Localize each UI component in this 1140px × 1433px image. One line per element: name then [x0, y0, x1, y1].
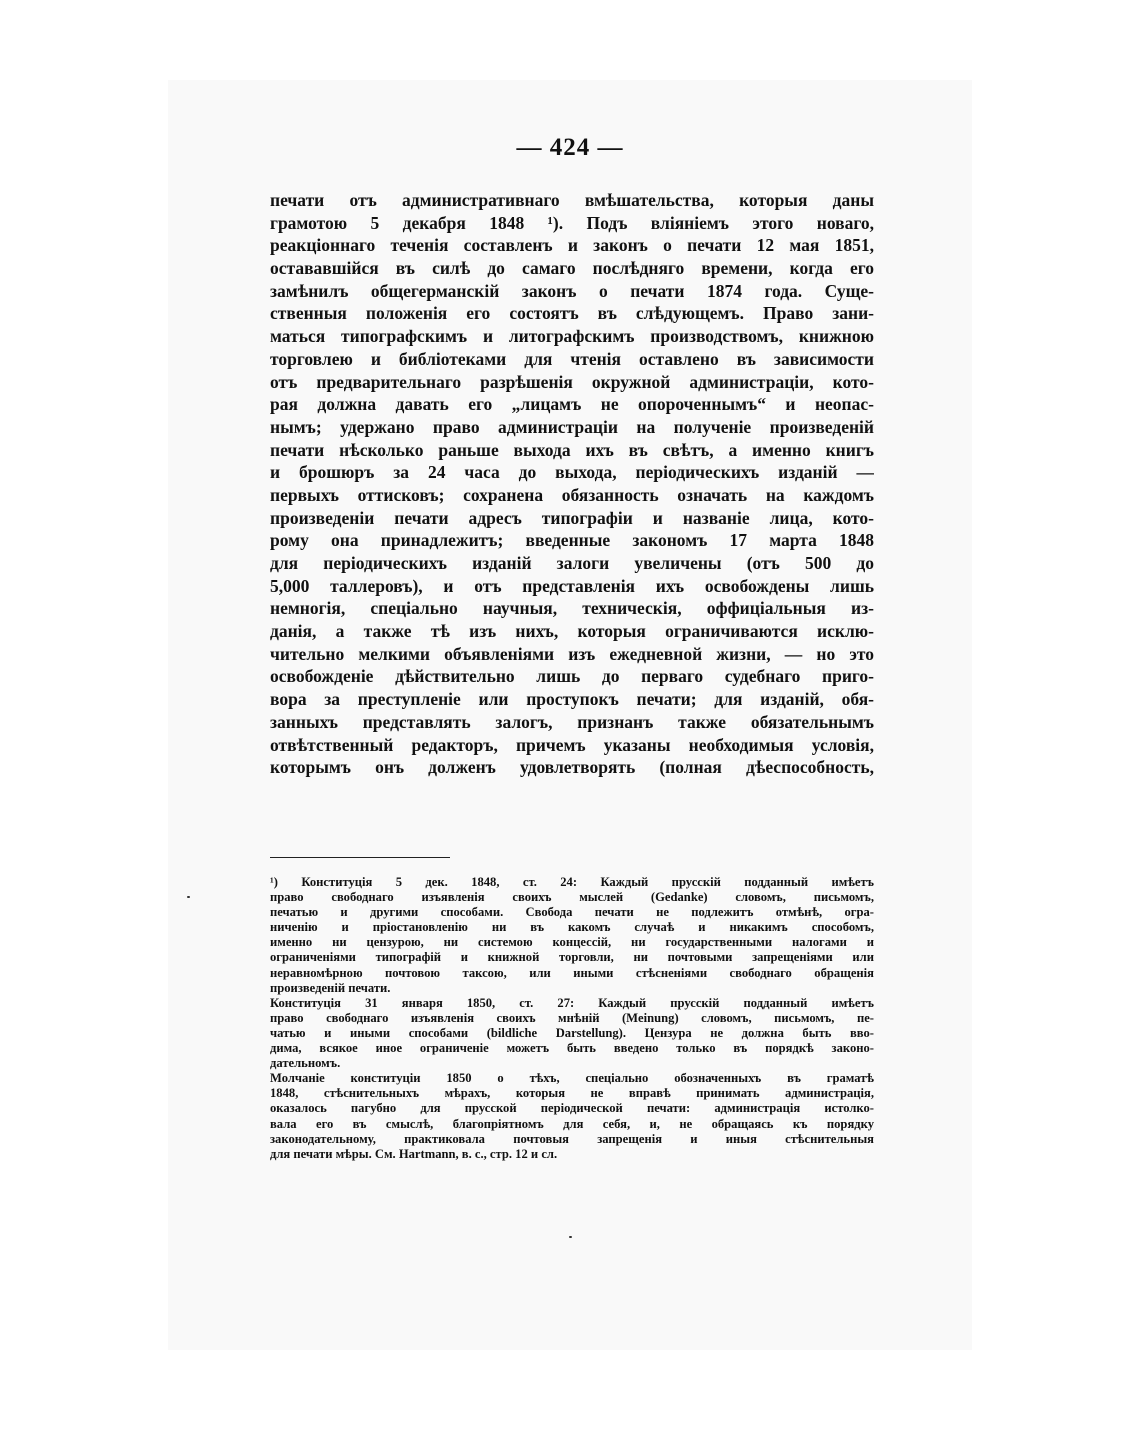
text-line: отвѣтственный редакторъ, причемъ указаны необходимыя условія, — [270, 734, 874, 755]
text-line: рому она принадлежитъ; введенные закономъ 17 марта 1848 — [270, 530, 874, 551]
text-line: остававшійся въ силѣ до самаго послѣдняго времени, когда его — [270, 258, 874, 279]
footnote-separator — [270, 857, 450, 858]
text-line: немногія, спеціально научныя, техническія, оффиціальныя из- — [270, 598, 874, 619]
footnote-line: дима, всякое иное ограниченіе можетъ быть введено только въ порядкѣ законо- — [270, 1041, 874, 1056]
footnote-line: неравномѣрною почтовою таксою, или иными стѣсненіями свободнаго обращенія — [270, 965, 874, 980]
footnote-line: 1848, стѣснительныхъ мѣрахъ, которыя не вправѣ принимать администрація, — [270, 1086, 874, 1101]
text-line: рая должна давать его „лицамъ не опороченнымъ“ и неопас- — [270, 394, 874, 415]
footnote-line: ограниченіями типографій и книжной торговли, ни почтовыми запрещеніями или — [270, 950, 874, 965]
footnote-line: Конституція 31 января 1850, ст. 27: Каждый прусскій подданный имѣетъ — [270, 995, 874, 1010]
footnote-line: право свободнаго изъявленія своихъ мнѣній (Meinung) словомъ, письмомъ, пе- — [270, 1010, 874, 1025]
text-line: данія, а также тѣ изъ нихъ, которыя ограничиваются исклю- — [270, 621, 874, 642]
footnote-line: печатью и другими способами. Свобода печати не подлежитъ отмѣнѣ, огра- — [270, 905, 874, 920]
text-line: вора за преступленіе или проступокъ печати; для изданій, обя- — [270, 689, 874, 710]
footnote-line: дательномъ. — [270, 1056, 341, 1071]
footnote-line: законодательному, практиковала почтовыя запрещенія и иныя стѣснительныя — [270, 1131, 874, 1146]
scan-speck — [187, 896, 190, 898]
text-line: маться типографскимъ и литографскимъ производствомъ, книжною — [270, 326, 874, 347]
footnote-line: Молчаніе конституціи 1850 о тѣхъ, спеціально обозначенныхъ въ граматѣ — [270, 1071, 874, 1086]
footnote-line: чатью и иными способами (bildliche Darstellung). Цензура не должна быть вво- — [270, 1025, 874, 1040]
text-line: первыхъ оттисковъ; сохранена обязанность означать на каждомъ — [270, 484, 874, 505]
text-line: которымъ онъ долженъ удовлетворять (полная дѣеспособность, — [270, 757, 874, 778]
main-text — [270, 189, 874, 779]
text-line: реакціоннаго теченія составленъ и законъ о печати 12 мая 1851, — [270, 235, 874, 256]
text-line: чительно мелкими объявленіями изъ ежедневной жизни, — но это — [270, 643, 874, 664]
text-line: занныхъ представлять залогъ, признанъ также обязательнымъ — [270, 711, 874, 732]
text-line: замѣнилъ общегерманскій законъ о печати 1874 года. Суще- — [270, 280, 874, 301]
footnote-line: произведеній печати. — [270, 980, 391, 995]
text-line: печати нѣсколько раньше выхода ихъ въ свѣтъ, а именно книгъ — [270, 439, 874, 460]
text-line: отъ предварительнаго разрѣшенія окружной администраціи, кото- — [270, 371, 874, 392]
footnote-line: право свободнаго изъявленія своихъ мыслей (Gedanke) словомъ, письмомъ, — [270, 890, 874, 905]
text-line: печати отъ административнаго вмѣшательства, которыя даны — [270, 190, 874, 210]
page-number: — 424 — — [516, 134, 624, 161]
footnote-line: ниченію и пріостановленію ни въ какомъ случаѣ и никакимъ способомъ, — [270, 920, 874, 935]
text-line: нымъ; удержано право администраціи на полученіе произведеній — [270, 416, 874, 437]
text-line: освобожденіе дѣйствительно лишь до перваго судебнаго приго- — [270, 666, 874, 687]
footnote-line: именно ни цензурою, ни системою концессій, ни государственными налогами и — [270, 935, 874, 950]
text-line: произведеніи печати адресъ типографіи и названіе лица, кото- — [270, 507, 874, 528]
text-line: торговлею и библіотеками для чтенія оставлено въ зависимости — [270, 348, 874, 369]
text-line: грамотою 5 декабря 1848 ¹). Подъ вліяніемъ этого новаго, — [270, 212, 874, 233]
text-line: 5,000 таллеровъ), и отъ представленія ихъ освобождены лишь — [270, 575, 874, 596]
text-line: ственныя положенія его состоятъ въ слѣдующемъ. Право зани- — [270, 303, 874, 324]
scan-speck — [569, 1236, 572, 1238]
text-line: и брошюръ за 24 часа до выхода, періодическихъ изданій — — [270, 462, 874, 483]
footnote-line: оказалось пагубно для прусской періодической печати: администрація истолко- — [270, 1101, 874, 1116]
footnote-line: ¹) Конституція 5 дек. 1848, ст. 24: Каждый прусскій подданный имѣетъ — [270, 875, 874, 889]
footnote-line: вала его въ смыслѣ, благопріятномъ для себя, и, не обращаясь къ порядку — [270, 1116, 874, 1131]
footnotes — [270, 875, 874, 1162]
footnote-line: для печати мѣры. См. Hartmann, в. с., стр. 12 и сл. — [270, 1146, 558, 1161]
text-line: для періодическихъ изданій залоги увеличены (отъ 500 до — [270, 553, 874, 573]
